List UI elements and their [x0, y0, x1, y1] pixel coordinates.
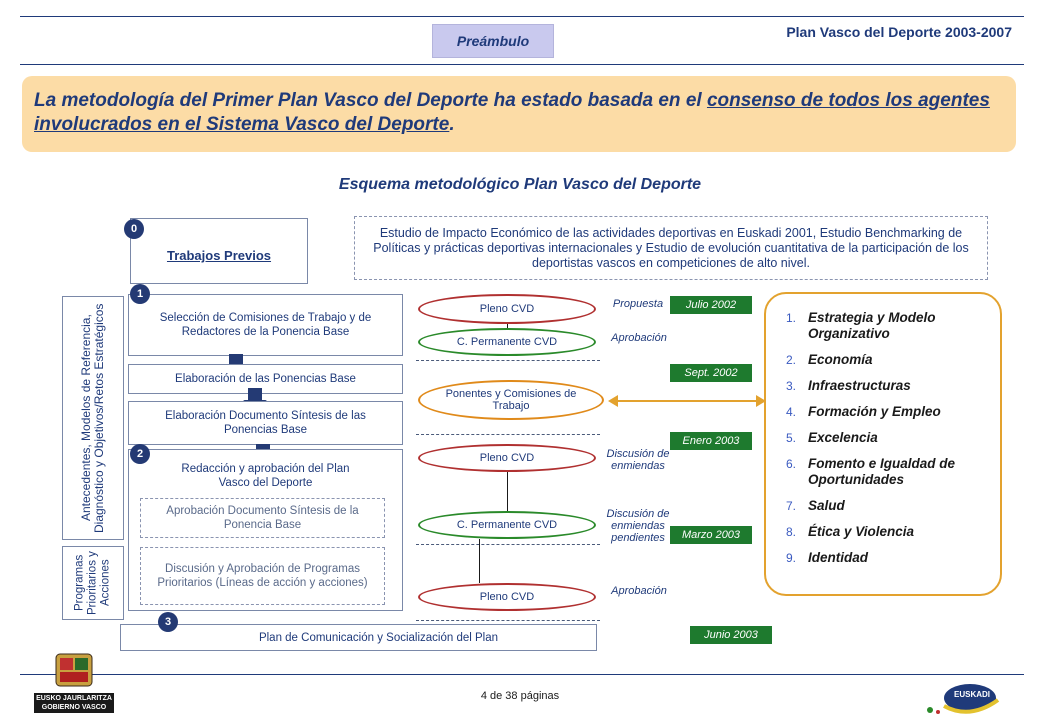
programas-label: Programas Prioritarios y Acciones [73, 551, 112, 615]
date-sept-2002: Sept. 2002 [670, 364, 752, 382]
list-item: 8. Ética y Violencia [786, 524, 915, 539]
c-permanente-ellipse-1: C. Permanente CVD [418, 328, 596, 356]
list-item: 1. Estrategia y Modelo Organizativo [786, 310, 936, 341]
elaboracion-ponencias-box: Elaboración de las Ponencias Base [128, 364, 403, 394]
list-item: 4. Formación y Empleo [786, 404, 941, 419]
date-julio-2002: Julio 2002 [670, 296, 752, 314]
comunicacion-box: Plan de Comunicación y Socialización del Plan [120, 624, 597, 651]
header-rule [20, 64, 1024, 65]
euskadi-logo [920, 676, 1000, 716]
badge-0: 0 [124, 219, 144, 239]
gobierno-vasco-logo [34, 652, 114, 714]
list-item: 7. Salud [786, 498, 845, 513]
plan-title: Plan Vasco del Deporte 2003-2007 [786, 24, 1012, 40]
banner-text-after: . [449, 114, 455, 135]
c-permanente-ellipse-2: C. Permanente CVD [418, 511, 596, 539]
logo-line-1: EUSKO JAURLARITZA [36, 695, 112, 702]
label-aprobacion-1: Aprobación [611, 332, 667, 344]
list-item: 2. Economía [786, 352, 873, 367]
euskadi-logo-text: EUSKADI [954, 690, 991, 699]
banner-text-before: La metodología del Primer Plan Vasco del Deporte ha estado basada en el [34, 90, 707, 111]
page-info: 4 de 38 páginas [480, 690, 560, 702]
logo-line-2: GOBIERNO VASCO [41, 704, 107, 711]
list-item: 5. Excelencia [786, 430, 878, 445]
separator-line [416, 544, 600, 545]
arrow-down-icon [248, 388, 262, 400]
label-discusion-enmiendas: Discusión de enmiendas [606, 448, 670, 472]
top-rule [20, 16, 1024, 17]
list-item: 6. Fomento e Igualdad de Oportunidades [786, 456, 956, 487]
label-propuesta: Propuesta [612, 298, 664, 310]
separator-line [416, 434, 600, 435]
tab-preambulo[interactable]: Preámbulo [432, 24, 554, 58]
diagram-title: Esquema metodológico Plan Vasco del Deporte [338, 176, 702, 193]
badge-3: 3 [158, 612, 178, 632]
banner-text-underlined: consenso de todos los agentes involucrados en el Sistema Vasco del Deporte [34, 90, 990, 135]
estudio-box: Estudio de Impacto Económico de las actividades deportivas en Euskadi 2001, Estudio Benchmarking de Políticas y prácticas deportivas internacionales y Estudio de evolución cuantitativa de la participación de los deportistas vascos en competiciones de alto nivel. [354, 216, 988, 280]
connector-line [507, 472, 508, 512]
ponentes-ellipse: Ponentes y Comisiones de Trabajo [418, 380, 604, 420]
list-item: 3. Infraestructuras [786, 378, 911, 393]
separator-line [416, 360, 600, 361]
redaccion-label: Redacción y aprobación del Plan Vasco del Deporte [181, 463, 350, 489]
date-junio-2003: Junio 2003 [690, 626, 772, 644]
double-arrow-icon [608, 392, 766, 410]
trabajos-previos-box: Trabajos Previos [130, 218, 308, 284]
aprobacion-sintesis-box: Aprobación Documento Síntesis de la Ponencia Base [140, 498, 385, 538]
date-enero-2003: Enero 2003 [670, 432, 752, 450]
seleccion-box: Selección de Comisiones de Trabajo y de Redactores de la Ponencia Base [128, 294, 403, 356]
pleno-cvd-ellipse-3: Pleno CVD [418, 583, 596, 611]
footer-rule [20, 674, 1024, 675]
antecedentes-label: Antecedentes, Modelos de Referencia, Diagnóstico y Objetivos/Retos Estratégicos [79, 303, 106, 533]
connector-line [479, 539, 480, 583]
label-discusion-pendientes: Discusión de enmiendas pendientes [606, 508, 670, 544]
badge-2: 2 [130, 444, 150, 464]
coat-of-arms-icon [34, 652, 114, 688]
pleno-cvd-ellipse-1: Pleno CVD [418, 294, 596, 324]
badge-1: 1 [130, 284, 150, 304]
areas-list [764, 292, 1002, 596]
elaboracion-sintesis-box: Elaboración Documento Síntesis de las Ponencias Base [128, 401, 403, 445]
discusion-programas-box: Discusión y Aprobación de Programas Prioritarios (Líneas de acción y acciones) [140, 547, 385, 605]
date-marzo-2003: Marzo 2003 [670, 526, 752, 544]
methodology-banner [22, 76, 1016, 152]
separator-line [416, 620, 600, 621]
list-item: 9. Identidad [786, 550, 868, 565]
pleno-cvd-ellipse-2: Pleno CVD [418, 444, 596, 472]
label-aprobacion-2: Aprobación [611, 585, 667, 597]
